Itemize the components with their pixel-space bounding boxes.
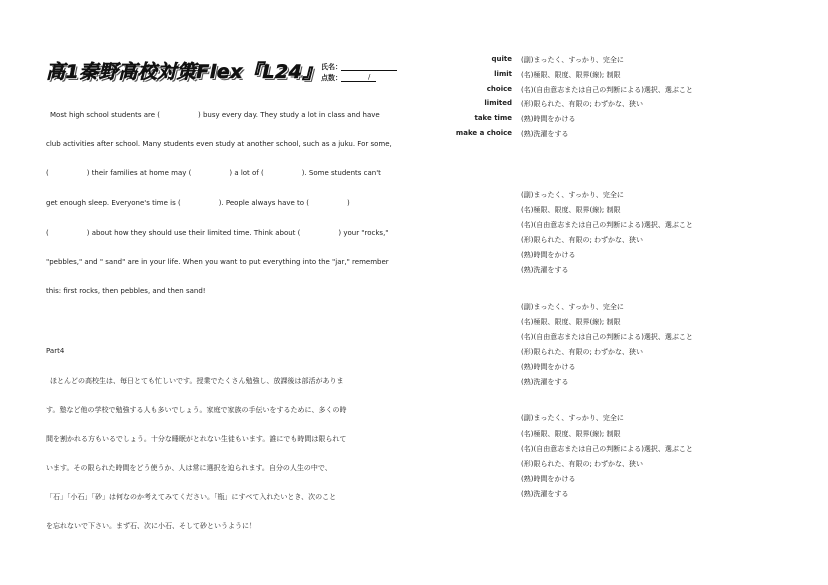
vocab-definition: (名)(自由意志または自己の判断による)選択、選ぶこと: [521, 221, 693, 229]
vocab-definition: (熟)洗濯をする: [521, 266, 569, 274]
vocab-term: choice: [486, 85, 512, 93]
english-text: ) your "rocks,": [338, 229, 389, 237]
english-line-3: [46, 169, 381, 177]
name-label: 氏名：: [321, 63, 342, 71]
vocab-definition: (形)限られた、有限の; わずかな、狭い: [521, 236, 644, 244]
part-label: Part4: [46, 347, 65, 355]
japanese-line: います。その限られた時間をどう使うか、人は常に選択を迫られます。自分の人生の中で、: [46, 464, 332, 472]
vocab-definition: (形)限られた、有限の; わずかな、狭い: [521, 348, 644, 356]
score-line: [341, 81, 376, 82]
english-text: get enough sleep. Everyone's time is (: [46, 199, 181, 207]
name-line: [341, 70, 397, 71]
vocab-definition: (熟)洗濯をする: [521, 490, 569, 498]
worksheet-title: 高1秦野高校対策Flex『L24』: [46, 61, 322, 83]
vocab-definition: (名)(自由意志または自己の判断による)選択、選ぶこと: [521, 86, 693, 94]
vocab-definition: (名)極限、限度、限界(線); 制限: [521, 71, 621, 79]
vocab-term: make a choice: [455, 129, 512, 137]
vocab-definition: (名)(自由意志または自己の判断による)選択、選ぶこと: [521, 333, 693, 341]
score-slash: /: [368, 73, 371, 81]
vocab-definition: (副)まったく、すっかり、完全に: [521, 56, 624, 64]
score-label: 点数：: [321, 74, 342, 82]
vocab-definition: (名)極限、限度、限界(線); 制限: [521, 206, 621, 214]
vocab-definition: (名)(自由意志または自己の判断による)選択、選ぶこと: [521, 445, 693, 453]
english-text: ) their families at home may (: [86, 169, 192, 177]
english-line-2: club activities after school. Many students even study at another school, such as a juku. For some,: [46, 140, 392, 148]
english-line-6: "pebbles," and " sand" are in your life. When you want to put everything into the "jar," remember: [46, 258, 389, 266]
english-text: ) about how they should use their limited time. Think about (: [86, 229, 301, 237]
english-text: Most high school students are (: [50, 111, 161, 119]
english-line-7: this: first rocks, then pebbles, and then sand!: [46, 287, 206, 295]
english-text: ): [347, 199, 350, 207]
vocab-definition: (熟)時間をかける: [521, 115, 576, 123]
vocab-term: limit: [494, 70, 512, 78]
vocab-definition: (熟)時間をかける: [521, 475, 576, 483]
vocab-definition: (副)まったく、すっかり、完全に: [521, 414, 624, 422]
japanese-line: 「石」「小石」「砂」は何なのか考えてみてください。「瓶」にすべて入れたいとき、次のこと: [46, 493, 337, 501]
english-text: ). Some students can't: [301, 169, 381, 177]
vocab-definition: (形)限られた、有限の; わずかな、狭い: [521, 460, 644, 468]
vocab-definition: (副)まったく、すっかり、完全に: [521, 303, 624, 311]
english-line-1: [50, 111, 380, 119]
vocab-definition: (形)限られた、有限の; わずかな、狭い: [521, 100, 644, 108]
japanese-line: を忘れないで下さい。まず石、次に小石、そして砂というように！: [46, 522, 256, 530]
japanese-line: 間を割かれる方もいるでしょう。十分な睡眠がとれない生徒もいます。誰にでも時間は限られて: [46, 435, 347, 443]
english-text: (: [46, 169, 49, 177]
vocab-definition: (名)極限、限度、限界(線); 制限: [521, 430, 621, 438]
vocab-term: take time: [474, 114, 512, 122]
english-text: ). People always have to (: [218, 199, 310, 207]
english-line-5: [46, 229, 389, 237]
vocab-definition: (副)まったく、すっかり、完全に: [521, 191, 624, 199]
vocab-definition: (熟)時間をかける: [521, 363, 576, 371]
english-text: ) busy every day. They study a lot in class and have: [198, 111, 380, 119]
vocab-definition: (熟)洗濯をする: [521, 378, 569, 386]
vocab-definition: (熟)洗濯をする: [521, 130, 569, 138]
vocab-definition: (熟)時間をかける: [521, 251, 576, 259]
vocab-definition: (名)極限、限度、限界(線); 制限: [521, 318, 621, 326]
english-line-4: [46, 199, 350, 207]
english-text: ) a lot of (: [229, 169, 264, 177]
vocab-term: quite: [491, 55, 512, 63]
japanese-line: す。塾など他の学校で勉強する人も多いでしょう。家庭で家族の手伝いをするために、多くの時: [46, 406, 347, 414]
vocab-term: limited: [484, 99, 512, 107]
english-text: (: [46, 229, 49, 237]
japanese-line: ほとんどの高校生は、毎日とても忙しいです。授業でたくさん勉強し、放課後は部活がありま: [50, 377, 344, 385]
